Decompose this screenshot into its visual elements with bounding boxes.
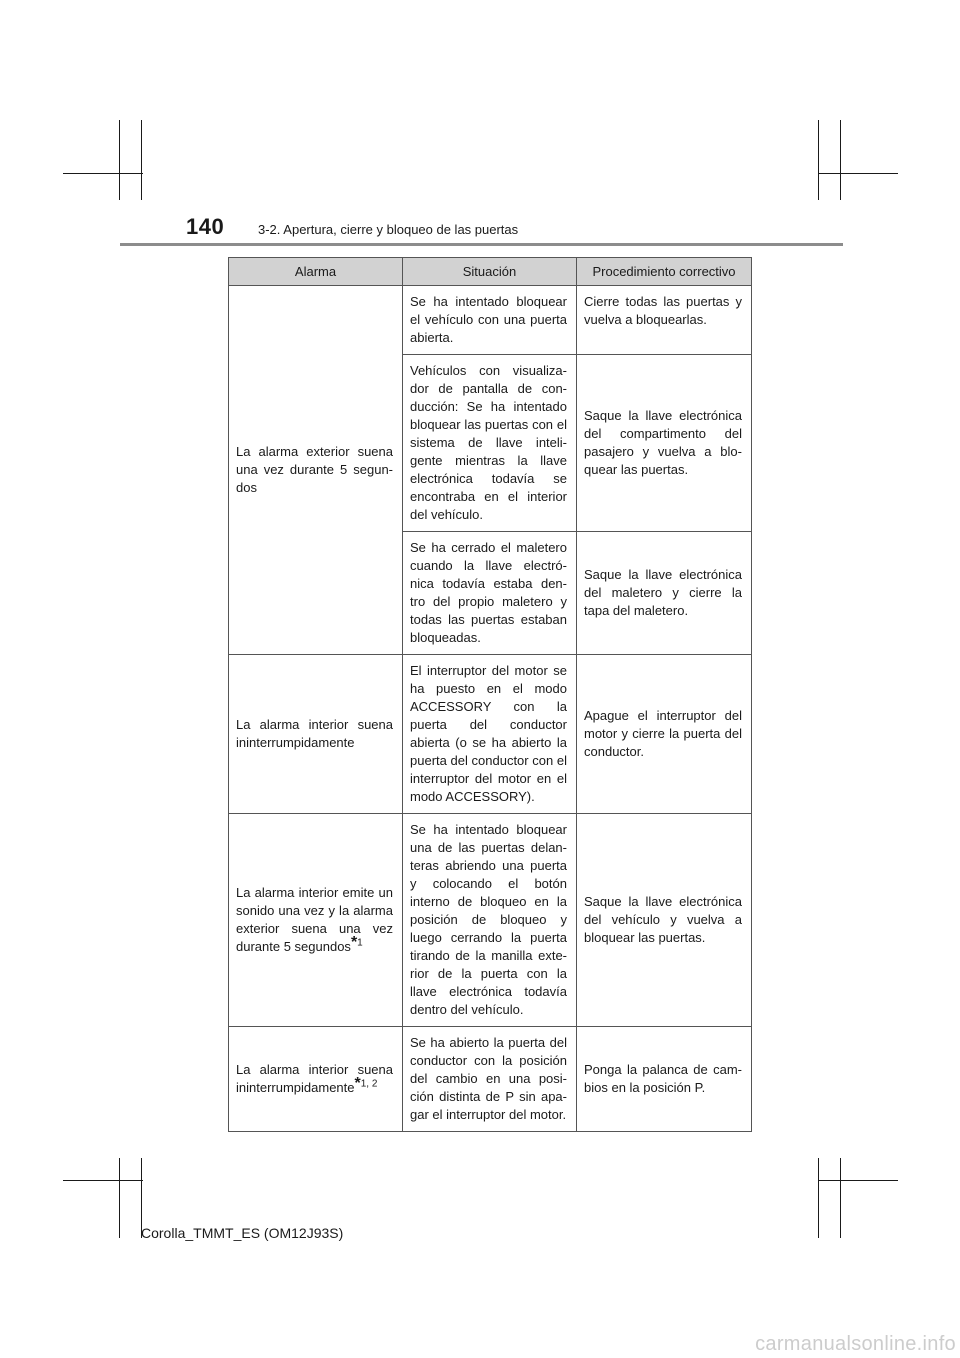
alarm-cell: La alarma exterior suena una vez durante 5 segun-dos [229, 286, 403, 655]
crop-mark [141, 120, 142, 200]
crop-mark [119, 120, 120, 200]
footnote-ref: 1 [357, 937, 363, 949]
procedure-cell: Apague el interruptor del motor y cierre la puerta del conductor. [577, 655, 752, 814]
alarm-text: La alarma interior emite un sonido una vez y la alarma exterior suena una vez durante 5 segundos [236, 885, 393, 954]
column-header-situation: Situación [403, 258, 577, 286]
procedure-cell: Cierre todas las puertas y vuelva a bloquearlas. [577, 286, 752, 355]
column-header-alarm: Alarma [229, 258, 403, 286]
alarm-troubleshooting-table [228, 257, 752, 1132]
situation-cell: Se ha intentado bloquear el vehículo con una puerta abierta. [403, 286, 577, 355]
header-divider [120, 243, 843, 246]
crop-mark [840, 120, 841, 200]
section-title: 3-2. Apertura, cierre y bloqueo de las puertas [258, 222, 519, 237]
situation-cell: Se ha intentado bloquear una de las puertas delan-teras abriendo una puerta y colocando el botón interno de bloqueo en la posición de bloqueo y luego cerrando la puerta tirando de la manilla exte-rior de la puerta con la llave electrónica todavía dentro del vehículo. [403, 814, 577, 1027]
alarm-cell: La alarma interior suena ininterrumpidamente [229, 655, 403, 814]
alarm-text: La alarma interior suena ininterrumpidamente [236, 1062, 393, 1095]
alarm-cell [229, 814, 403, 1027]
procedure-cell: Saque la llave electrónica del maletero y cierre la tapa del maletero. [577, 532, 752, 655]
table-row [229, 1027, 752, 1132]
crop-mark [818, 1180, 898, 1181]
crop-mark [818, 1158, 819, 1238]
footnote-star: * [354, 1075, 361, 1092]
situation-cell: Se ha cerrado el maletero cuando la llave electró-nica todavía estaba den-tro del propio maletero y todas las puertas estaban bloqueadas. [403, 532, 577, 655]
page-number: 140 [186, 214, 225, 239]
crop-mark [818, 173, 898, 174]
procedure-cell: Saque la llave electrónica del vehículo y vuelva a bloquear las puertas. [577, 814, 752, 1027]
situation-cell: El interruptor del motor se ha puesto en el modo ACCESSORY con la puerta del conductor abierta (o se ha abierto la puerta del conductor con el interruptor del motor en el modo ACCESSORY). [403, 655, 577, 814]
crop-mark [119, 1158, 120, 1238]
table-row [229, 655, 752, 814]
table-row [229, 814, 752, 1027]
situation-cell: Se ha abierto la puerta del conductor con la posición del cambio en una posi-ción distinta de P sin apa-gar el interruptor del motor. [403, 1027, 577, 1132]
crop-mark [63, 173, 143, 174]
alarm-cell [229, 1027, 403, 1132]
footnote-ref: 1, 2 [360, 1078, 378, 1090]
procedure-cell: Saque la llave electrónica del compartimento del pasajero y vuelva a blo-quear las puertas. [577, 355, 752, 532]
watermark: carmanualsonline.info [755, 1333, 956, 1355]
crop-mark [818, 120, 819, 200]
crop-mark [63, 1180, 143, 1181]
table-header-row [229, 258, 752, 286]
situation-cell: Vehículos con visualiza-dor de pantalla de con-ducción: Se ha intentado bloquear las puertas con el sistema de llave inteli-gente mientras la llave electrónica todavía se encontraba en el interior del vehículo. [403, 355, 577, 532]
procedure-cell: Ponga la palanca de cam-bios en la posición P. [577, 1027, 752, 1132]
column-header-procedure: Procedimiento correctivo [577, 258, 752, 286]
crop-mark [840, 1158, 841, 1238]
table-row [229, 286, 752, 355]
footnote-star: * [350, 934, 358, 951]
document-id: Corolla_TMMT_ES (OM12J93S) [141, 1225, 344, 1241]
